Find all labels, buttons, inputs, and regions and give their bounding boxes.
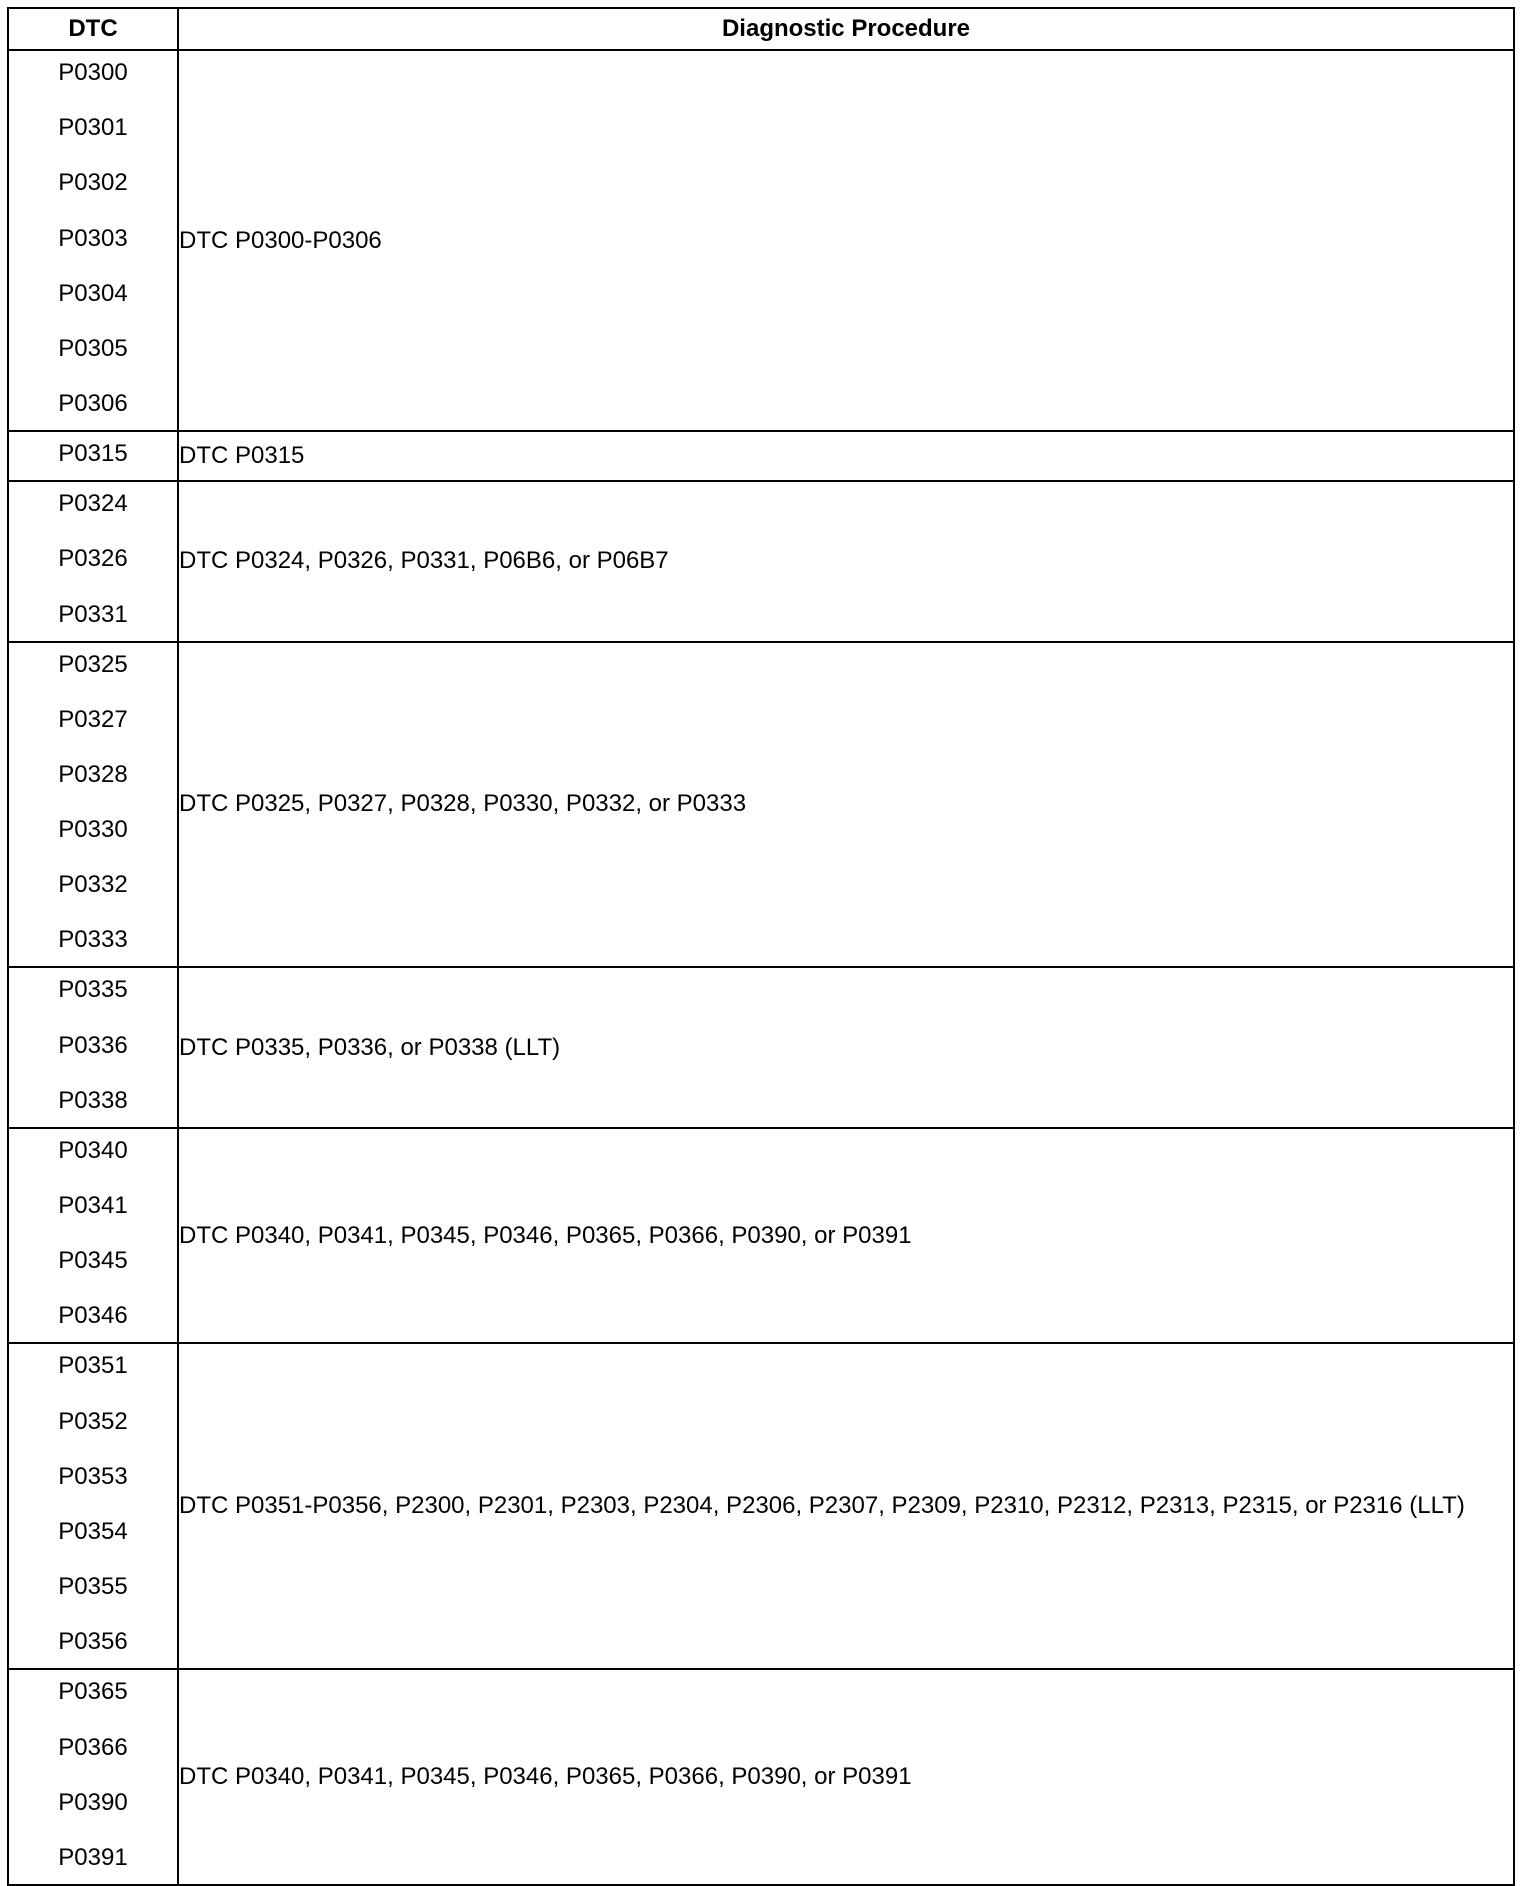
dtc-code-list (9, 1670, 177, 1884)
dtc-code: P0331 (58, 600, 128, 628)
dtc-code-cell (8, 642, 178, 968)
diagnostic-procedure-link[interactable]: DTC P0315 (178, 431, 1514, 481)
dtc-code: P0366 (58, 1733, 128, 1761)
dtc-code: P0338 (58, 1086, 128, 1114)
dtc-code-cell (8, 1343, 178, 1669)
diagnostic-procedure-link[interactable]: DTC P0351-P0356, P2300, P2301, P2303, P2304, P2306, P2307, P2309, P2310, P2312, P2313, P2315, or P2316 (LLT) (178, 1343, 1514, 1669)
dtc-code: P0345 (58, 1247, 128, 1275)
table-row (8, 431, 1514, 481)
diagnostic-procedure-link[interactable]: DTC P0325, P0327, P0328, P0330, P0332, or P0333 (178, 642, 1514, 968)
dtc-code: P0355 (58, 1573, 128, 1601)
dtc-code: P0353 (58, 1462, 128, 1490)
dtc-code: P0341 (58, 1192, 128, 1219)
column-header-procedure: Diagnostic Procedure (178, 8, 1514, 50)
dtc-code-list (9, 1129, 177, 1343)
dtc-code: P0305 (58, 334, 128, 362)
dtc-code-list (9, 51, 177, 430)
dtc-code-list (9, 432, 177, 480)
dtc-code-cell (8, 1128, 178, 1344)
table-row (8, 1669, 1514, 1885)
dtc-code: P0332 (58, 871, 128, 899)
dtc-code-list (9, 1344, 177, 1668)
dtc-code-cell (8, 50, 178, 431)
table-row (8, 1343, 1514, 1669)
dtc-code: P0340 (58, 1136, 128, 1164)
dtc-code: P0354 (58, 1517, 128, 1545)
dtc-code-cell (8, 1669, 178, 1885)
table-row (8, 967, 1514, 1127)
dtc-code: P0390 (58, 1788, 128, 1816)
dtc-code: P0302 (58, 169, 128, 197)
dtc-code: P0356 (58, 1628, 128, 1656)
table-body (8, 50, 1514, 1885)
dtc-code: P0327 (58, 705, 128, 733)
dtc-code: P0304 (58, 279, 128, 307)
table-row (8, 50, 1514, 431)
dtc-code: P0330 (58, 816, 128, 844)
dtc-code: P0328 (58, 760, 128, 788)
diagnostic-procedure-link[interactable]: DTC P0300-P0306 (178, 50, 1514, 431)
dtc-code: P0306 (58, 390, 128, 418)
table-header-row (8, 8, 1514, 50)
dtc-code: P0391 (58, 1843, 128, 1871)
dtc-code: P0301 (58, 114, 128, 142)
table-row (8, 481, 1514, 641)
diagnostic-procedure-link[interactable]: DTC P0340, P0341, P0345, P0346, P0365, P0366, P0390, or P0391 (178, 1128, 1514, 1344)
dtc-code: P0326 (58, 545, 128, 573)
dtc-code: P0300 (58, 59, 128, 86)
dtc-code: P0352 (58, 1407, 128, 1435)
dtc-code-list (9, 482, 177, 640)
dtc-code-cell (8, 431, 178, 481)
dtc-code: P0346 (58, 1302, 128, 1330)
diagnostic-procedure-link[interactable]: DTC P0324, P0326, P0331, P06B6, or P06B7 (178, 481, 1514, 641)
diagnostic-procedure-link[interactable]: DTC P0340, P0341, P0345, P0346, P0365, P0366, P0390, or P0391 (178, 1669, 1514, 1885)
dtc-code: P0325 (58, 650, 128, 678)
dtc-reference-sheet (7, 7, 1513, 1886)
dtc-code: P0315 (58, 440, 128, 468)
dtc-code-list (9, 968, 177, 1126)
table-row (8, 642, 1514, 968)
dtc-code: P0365 (58, 1678, 128, 1706)
diagnostic-procedure-link[interactable]: DTC P0335, P0336, or P0338 (LLT) (178, 967, 1514, 1127)
dtc-code-cell (8, 967, 178, 1127)
dtc-table (7, 7, 1515, 1886)
dtc-code: P0324 (58, 490, 128, 518)
dtc-code-cell (8, 481, 178, 641)
dtc-code: P0303 (58, 224, 128, 252)
dtc-code: P0336 (58, 1031, 128, 1059)
column-header-dtc: DTC (8, 8, 178, 50)
dtc-code: P0333 (58, 926, 128, 954)
table-row (8, 1128, 1514, 1344)
dtc-code: P0351 (58, 1352, 128, 1380)
dtc-code: P0335 (58, 976, 128, 1004)
dtc-code-list (9, 643, 177, 967)
